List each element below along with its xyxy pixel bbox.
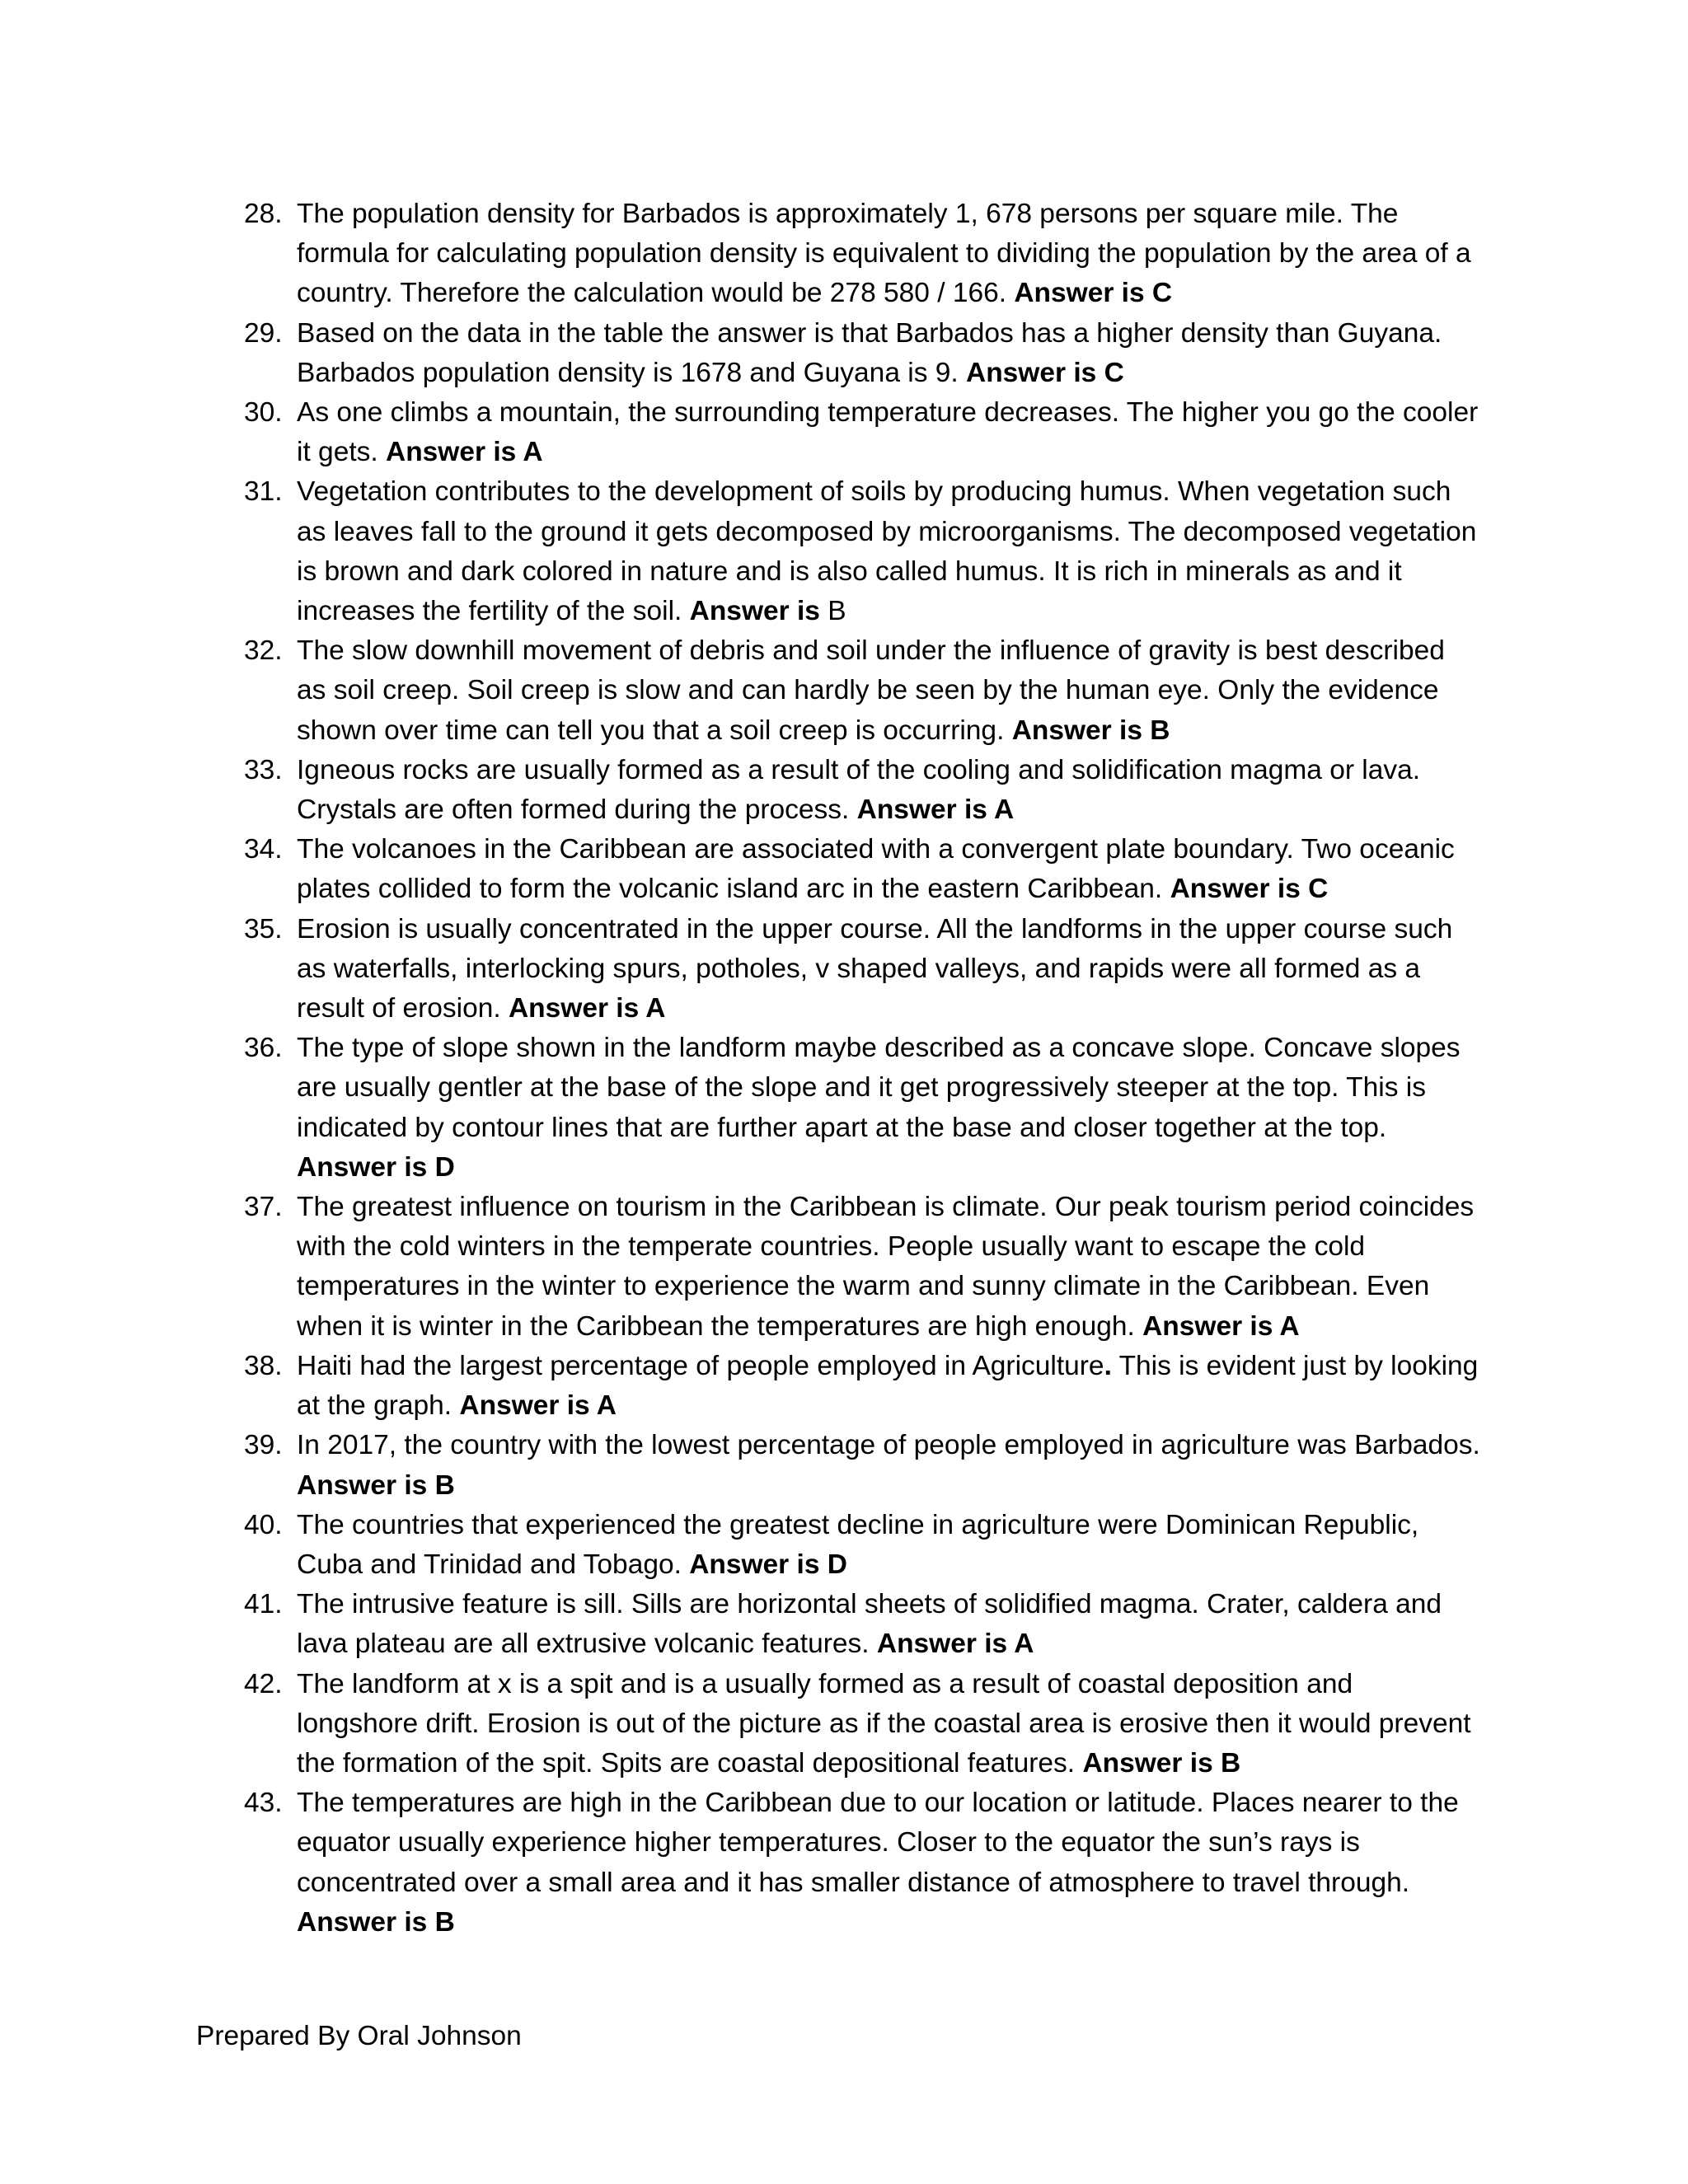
item-text: The landform at x is a spit and is a usually formed as a result of coastal deposition and longshore drift. Erosion is out of the picture as if the coastal area is erosive then it would prevent the formation of the spit. Spits are coastal depositional features. [297, 1668, 1471, 1779]
list-item [244, 1665, 1480, 1784]
item-number: 41. [244, 1589, 283, 1620]
item-text: Based on the data in the table the answer is that Barbados has a higher density than Guyana. Barbados population density is 1678 and Guyana is 9. [297, 317, 1442, 388]
item-text: The population density for Barbados is approximately 1, 678 persons per square mile. The formula for calculating population density is equivalent to dividing the population by the area of a country. Therefore the calculation would be 278 580 / 166. [297, 199, 1471, 309]
answer-label: Answer is C [966, 357, 1124, 388]
list-item [244, 830, 1480, 909]
item-number: 29. [244, 317, 283, 349]
list-item [244, 1585, 1480, 1664]
answer-label: Answer is B [1011, 715, 1170, 746]
item-text: Vegetation contributes to the development of soils by producing humus. When vegetation such as leaves fall to the ground it gets decomposed by microorganisms. The decomposed vegetation is brown and dark colored in nature and is also called humus. It is rich in minerals as and it increases the fertility of the soil. [297, 476, 1477, 627]
item-number: 37. [244, 1192, 283, 1223]
item-number: 32. [244, 635, 283, 667]
item-text: Igneous rocks are usually formed as a result of the cooling and solidification magma or lava. Crystals are often formed during the process. [297, 754, 1421, 826]
item-number: 28. [244, 199, 283, 229]
list-item [244, 314, 1480, 393]
answer-label: Answer is C [1170, 874, 1329, 905]
list-item [244, 194, 1480, 314]
item-text: Haiti had the largest percentage of people employed in Agriculture [297, 1350, 1104, 1381]
answer-list [244, 194, 1480, 1943]
item-number: 35. [244, 913, 283, 944]
list-item [244, 1188, 1480, 1347]
answer-label: Answer is [689, 596, 820, 627]
answer-label: Answer is D [297, 1151, 455, 1183]
list-item [244, 751, 1480, 830]
answer-label: Answer is A [508, 993, 666, 1024]
item-text-continued: This is evident just by looking at the graph. [297, 1350, 1479, 1422]
answer-label: Answer is B [1082, 1747, 1241, 1779]
list-item [244, 472, 1480, 631]
item-text: The slow downhill movement of debris and soil under the influence of gravity is best described as soil creep. Soil creep is slow and can hardly be seen by the human eye. Only the evidence shown over time can tell you that a soil creep is occurring. [297, 635, 1445, 746]
item-number: 31. [244, 476, 283, 508]
answer-label: Answer is D [689, 1549, 847, 1580]
item-text: Erosion is usually concentrated in the upper course. All the landforms in the upper course such as waterfalls, interlocking spurs, potholes, v shaped valleys, and rapids were all formed as a result of erosion. [297, 913, 1453, 1024]
answer-label: Answer is A [1142, 1310, 1300, 1342]
list-item [244, 1426, 1480, 1505]
item-number: 33. [244, 754, 283, 785]
item-number: 30. [244, 397, 283, 429]
item-number: 39. [244, 1430, 283, 1461]
item-text: The type of slope shown in the landform maybe described as a concave slope. Concave slopes are usually gentler at the base of the slope and it get progressively steeper at the top. This is indicated by contour lines that are further apart at the base and closer together at the top. [297, 1033, 1461, 1143]
list-item [244, 393, 1480, 472]
item-number: 42. [244, 1668, 283, 1699]
item-number: 36. [244, 1033, 283, 1064]
list-item [244, 1347, 1480, 1426]
answer-label: Answer is C [1014, 278, 1173, 309]
answer-label: Answer is A [876, 1629, 1034, 1660]
answer-label: Answer is B [297, 1906, 455, 1938]
answer-label: Answer is A [459, 1390, 617, 1422]
list-item [244, 1783, 1480, 1943]
list-item [244, 1506, 1480, 1585]
list-item [244, 1029, 1480, 1188]
item-number: 43. [244, 1788, 283, 1819]
item-text: The volcanoes in the Caribbean are associated with a convergent plate boundary. Two oceanic plates collided to form the volcanic island arc in the eastern Caribbean. [297, 834, 1455, 905]
list-item [244, 631, 1480, 751]
item-text: The intrusive feature is sill. Sills are horizontal sheets of solidified magma. Crater, caldera and lava plateau are all extrusive volcanic features. [297, 1589, 1442, 1660]
answer-letter: B [819, 596, 846, 627]
answer-label: Answer is A [386, 437, 543, 468]
footer-author: Prepared By Oral Johnson [196, 2021, 522, 2051]
list-item [244, 910, 1480, 1029]
item-text: The temperatures are high in the Caribbean due to our location or latitude. Places nearer to the equator usually experience higher temperatures. Closer to the equator the sun’s rays is concentrated over a small area and it has smaller distance of atmosphere to travel through. [297, 1788, 1459, 1898]
item-text: As one climbs a mountain, the surrounding temperature decreases. The higher you go the cooler it gets. [297, 397, 1479, 468]
item-number: 38. [244, 1350, 283, 1381]
item-number: 34. [244, 834, 283, 865]
item-number: 40. [244, 1509, 283, 1540]
item-text: In 2017, the country with the lowest percentage of people employed in agriculture was Barbados. [297, 1430, 1480, 1461]
item-text: The countries that experienced the greatest decline in agriculture were Dominican Republic, Cuba and Trinidad and Tobago. [297, 1509, 1419, 1580]
answer-label: Answer is A [856, 794, 1015, 826]
item-text: The greatest influence on tourism in the Caribbean is climate. Our peak tourism period coincides with the cold winters in the temperate countries. People usually want to escape the cold temperatures in the winter to experience the warm and sunny climate in the Caribbean. Even when it is winter in the Caribbean the temperatures are high enough. [297, 1192, 1475, 1342]
bold-period: . [1104, 1350, 1112, 1381]
answer-label: Answer is B [297, 1469, 455, 1501]
